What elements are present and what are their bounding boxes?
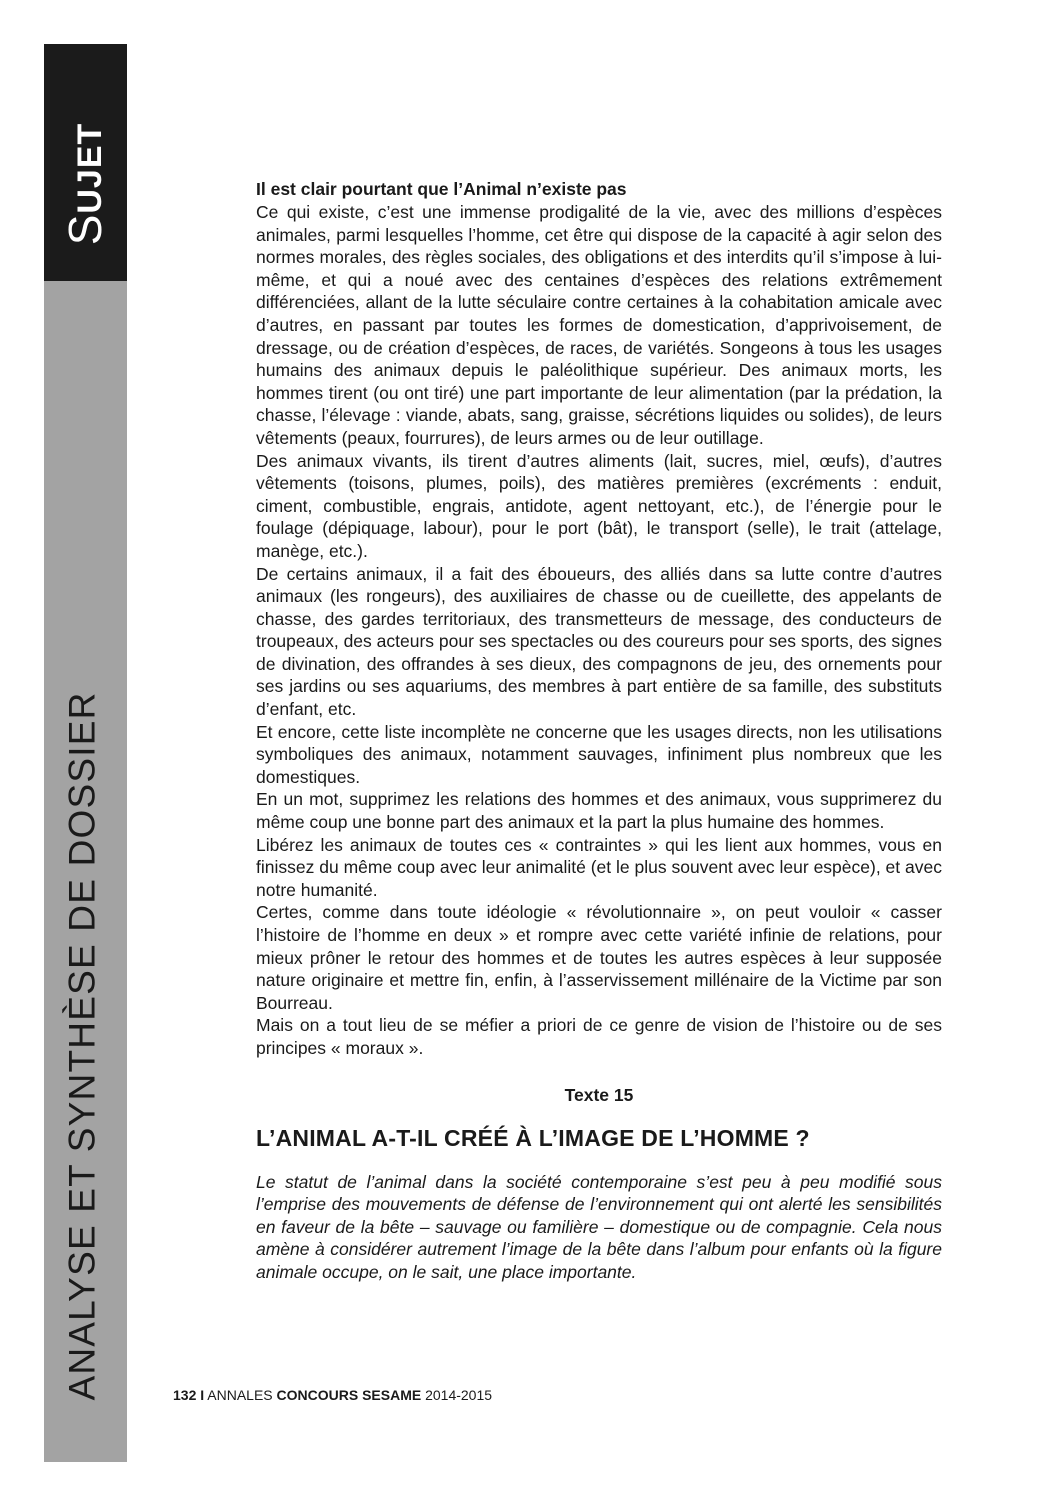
- text-intro: Le statut de l’animal dans la société contemporaine s’est peu à peu modifié sous l’emprise des mouvements de défense de l’environnement qui ont alerté les sensibilités en faveur de la bête – sauvage ou familière – domestique ou de compagnie. Cela nous amène à considérer autrement l’image de la bête dans l’album pour enfants où la figure animale occupe, on le sait, une place importante.: [256, 1171, 942, 1282]
- section-label-initial: S: [59, 213, 111, 246]
- paragraph-4: Et encore, cette liste incomplète ne concerne que les usages directs, non les utilisations symboliques des animaux, notamment sauvages, infiniment plus nombreux que les domestiques.: [256, 721, 942, 787]
- paragraph-1: Ce qui existe, c’est une immense prodigalité de la vie, avec des millions d’espèces animales, parmi lesquelles l’homme, cet être qui dispose de la capacité à agir selon des normes morales, des règles sociales, des obligations et des interdits qu’il s’impose à lui-même, et qui a noué avec des centaines d’espèces des relations extrêmement différenciées, allant de la lutte séculaire contre certaines à la cohabitation amicale avec d’autres, en passant par toutes les formes de domestication, d’apprivoisement, de dressage, ou de création d’espèces, de races, de variétés. Songeons à tous les usages humains des animaux depuis le paléolithique supérieur. Des animaux morts, les hommes tirent (ou ont tiré) une part importante de leur alimentation (par la prédation, la chasse, l’élevage : viande, abats, sang, graisse, sécrétions liquides ou solides), de leurs vêtements (peaux, fourrures), de leurs armes ou de leur outillage.: [256, 202, 942, 448]
- paragraph-5: En un mot, supprimez les relations des hommes et des animaux, vous supprimerez du même coup une bonne part des animaux et la part la plus humaine des hommes.: [256, 789, 942, 833]
- footer-annales: ANNALES: [207, 1387, 273, 1403]
- section-title: Il est clair pourtant que l’Animal n’existe pas: [256, 179, 627, 199]
- paragraph-3: De certains animaux, il a fait des éboueurs, des alliés dans sa lutte contre d’autres animaux (les rongeurs), des auxiliaires de chasse ou de cueillette, des appelants de chasse, des gardes territoriaux, des transmetteurs de message, des conducteurs de troupeaux, des acteurs pour ses spectacles ou des coureurs pour ses sports, des signes de divination, des offrandes à ses dieux, des compagnons de jeu, des ornements pour ses jardins ou ses aquariums, des membres à part entière de sa famille, des substituts d’enfant, etc.: [256, 563, 942, 720]
- paragraph-2: Des animaux vivants, ils tirent d’autres aliments (lait, sucres, miel, œufs), d’autres vêtements (toisons, plumes, poils), des matières premières (excréments : enduit, ciment, combustible, engrais, antidote, agent nettoyant, etc.), de l’énergie pour le foulage (dépiquage, labour), pour le port (bât), le transport (selle), le trait (attelage, manège, etc.).: [256, 450, 942, 561]
- footer-years: 2014-2015: [425, 1387, 493, 1403]
- footer-separator: I: [200, 1387, 205, 1403]
- footer-concours: CONCOURS SESAME: [276, 1387, 422, 1403]
- sidebar-band: [44, 44, 127, 1462]
- page-number: 132: [173, 1387, 197, 1403]
- section-label-rest: UJET: [71, 122, 109, 214]
- text-number: Texte 15: [564, 1084, 634, 1105]
- chapter-label: ANALYSE ET SYNTHÈSE DE DOSSIER: [61, 691, 103, 1401]
- paragraph-6: Libérez les animaux de toutes ces « contraintes » qui les lient aux hommes, vous en finissez du même coup avec leur animalité (et le plus souvent avec leur espèce), et avec notre humanité.: [256, 834, 942, 900]
- section-label: [59, 122, 111, 246]
- sidebar-section-tab: [44, 44, 127, 281]
- article-body: [256, 178, 942, 1284]
- paragraph-8: Mais on a tout lieu de se méfier a priori de ce genre de vision de l’histoire ou de ses principes « moraux ».: [256, 1015, 942, 1058]
- paragraph-7: Certes, comme dans toute idéologie « révolutionnaire », on peut vouloir « casser l’histoire de l’homme en deux » et rompre avec cette variété infinie de relations, pour mieux prôner le retour des hommes et de toutes les autres espèces à leur supposée nature originaire et mettre fin, enfin, à l’asservissement millénaire de la Victime par son Bourreau.: [256, 902, 942, 1013]
- text-heading: L’ANIMAL A-T-IL CRÉÉ À L’IMAGE DE L’HOMME ?: [256, 1124, 810, 1151]
- page-footer: [173, 1386, 492, 1404]
